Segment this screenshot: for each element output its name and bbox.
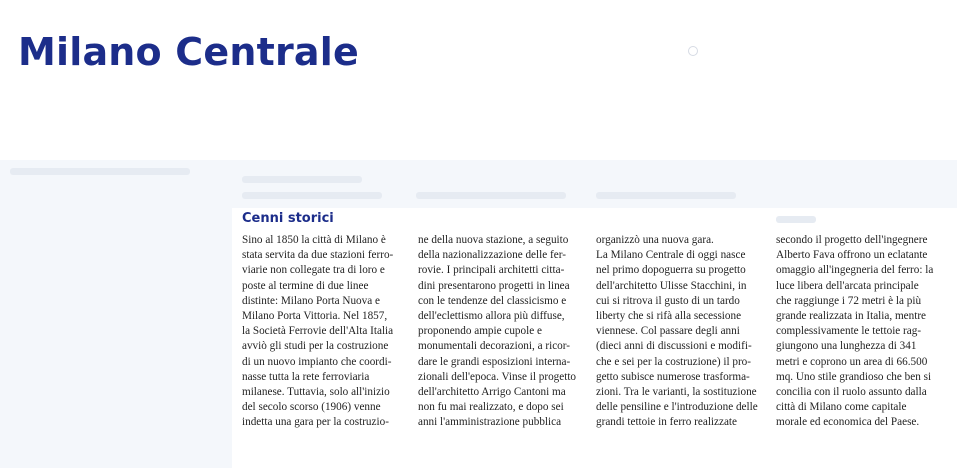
text-line: dini presentarono progetti in linea — [418, 279, 570, 292]
text-column-1 — [242, 233, 393, 431]
faded-text-line — [596, 192, 736, 199]
text-line: rovie. I principali architetti citta- — [418, 264, 565, 277]
text-line: liberty che si rifà alla secessione — [596, 310, 742, 323]
faded-text-line — [242, 176, 362, 183]
text-line: morale ed economica del Paese. — [776, 416, 920, 429]
text-line: distinte: Milano Porta Nuova e — [242, 294, 380, 307]
text-line: dell'architetto Arrigo Cantoni ma — [418, 386, 566, 399]
text-line: (dieci anni di discussioni e modifi- — [596, 340, 752, 353]
text-line: proponendo ampie cupole e — [418, 325, 542, 338]
text-line: complessivamente le tettoie rag- — [776, 325, 922, 338]
text-line: poste al termine di due linee — [242, 279, 369, 292]
background-tint-left — [0, 160, 232, 468]
text-line: avviò gli studi per la costruzione — [242, 340, 389, 353]
text-column-2 — [418, 233, 576, 431]
text-line: milanese. Tuttavia, solo all'inizio — [242, 386, 390, 399]
text-line: che e sei per la costruzione) il pro- — [596, 355, 752, 368]
text-line: delle pensiline e l'introduzione delle — [596, 401, 758, 414]
text-line: città di Milano come capitale — [776, 401, 907, 414]
background-tint-main — [232, 160, 957, 208]
text-line: Milano Porta Vittoria. Nel 1857, — [242, 310, 388, 323]
text-line: la Società Ferrovie dell'Alta Italia — [242, 325, 394, 338]
text-line: indetta una gara per la costruzio- — [242, 416, 389, 429]
text-line: nasse tutta la rete ferroviaria — [242, 370, 370, 383]
text-line: anni l'amministrazione pubblica — [418, 416, 562, 429]
scan-artifact — [688, 46, 698, 56]
text-column-3 — [596, 233, 758, 431]
text-line: del secolo scorso (1906) venne — [242, 401, 381, 414]
text-line: giungono una lunghezza di 341 — [776, 340, 917, 353]
text-line: con le tendenze del classicismo e — [418, 294, 567, 307]
page-title: Milano Centrale — [18, 30, 359, 74]
text-line: non fu mai realizzato, e dopo sei — [418, 401, 564, 414]
text-line: viennese. Col passare degli anni — [596, 325, 740, 338]
text-line: grande realizzata in Italia, mentre — [776, 310, 927, 323]
text-line: dell'architetto Ulisse Stacchini, in — [596, 279, 747, 292]
text-line: viarie non collegate tra di loro e — [242, 264, 385, 277]
faded-text-line — [10, 168, 190, 175]
faded-text-line — [776, 216, 816, 223]
section-heading: Cenni storici — [242, 211, 334, 226]
text-line: stata servita da due stazioni ferro- — [242, 249, 394, 262]
text-line: grandi tettoie in ferro realizzate — [596, 416, 738, 429]
text-line: luce libera dell'arcata principale — [776, 279, 919, 292]
text-line: dell'eclettismo allora più diffuse, — [418, 310, 565, 323]
faded-text-line — [242, 192, 382, 199]
text-line: concilia con il ruolo assunto dalla — [776, 386, 927, 399]
text-line: Sino al 1850 la città di Milano è — [242, 234, 386, 246]
text-line: ne della nuova stazione, a seguito — [418, 234, 569, 246]
faded-text-line — [416, 192, 566, 199]
text-line: secondo il progetto dell'ingegnere — [776, 234, 928, 246]
text-line: getto subisce numerose trasforma- — [596, 370, 750, 383]
text-line: della nazionalizzazione delle fer- — [418, 249, 566, 262]
text-line: mq. Uno stile grandioso che ben si — [776, 370, 932, 383]
text-line: organizzò una nuova gara. — [596, 234, 714, 246]
text-line: zioni. Tra le varianti, la sostituzione — [596, 386, 757, 399]
text-column-4 — [776, 233, 933, 431]
text-line: che raggiunge i 72 metri è la più — [776, 294, 922, 307]
text-line: cui si ritrova il gusto di un tardo — [596, 294, 740, 307]
text-line: di un nuovo impianto che coordi- — [242, 355, 392, 368]
text-line: zionali dell'epoca. Vinse il progetto — [418, 370, 577, 383]
text-line: nel primo dopoguerra su progetto — [596, 264, 746, 277]
text-line: monumentali decorazioni, a ricor- — [418, 340, 570, 353]
text-line: La Milano Centrale di oggi nasce — [596, 249, 746, 262]
text-line: metri e coprono un area di 66.500 — [776, 355, 928, 368]
text-line: omaggio all'ingegneria del ferro: la — [776, 264, 934, 277]
text-line: Alberto Fava offrono un eclatante — [776, 249, 928, 262]
text-line: dare le grandi esposizioni interna- — [418, 355, 571, 368]
